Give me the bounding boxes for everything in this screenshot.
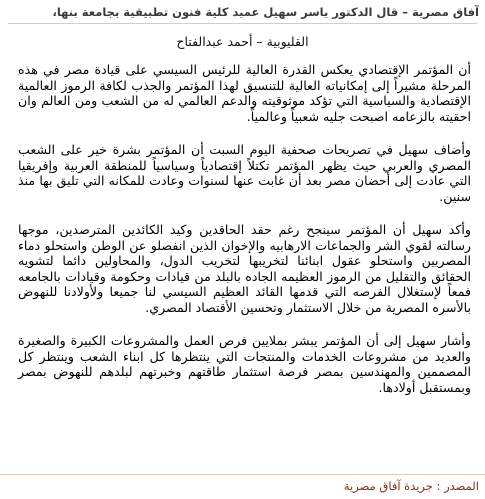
- headline-divider: [8, 23, 477, 24]
- source-link[interactable]: جريدة آفاق مصرية: [343, 479, 433, 493]
- article-headline: آفاق مصرية – قال الدكتور ياسر سهيل عميد كلية فنون تطبيقية بجامعة بنها،: [52, 5, 479, 19]
- paragraph: أن المؤتمر الإقتصادي يعكس القدرة العالية للرئيس السيسي على قيادة مصر في هذه المرحلة مشيراً إلى إمكانياته العالية للتنسيق لهذا المؤتمر والجذب لكافة الرموز العالمية الإقتصادية والسياسية التي تؤكد موثوقيته والدعم العالمي له من الشعب ومن العالم وان احقيته بالزعامه اصبحت جليه شعبياً وعالمياً.: [18, 62, 471, 124]
- source-footer: [0, 474, 485, 499]
- article-body: [18, 62, 471, 413]
- paragraph: وأضاف سهيل في تصريحات صحفية اليوم السبت أن المؤتمر بشرة خير على الشعب المصري والعربي حيث يظهر المؤتمر تكتلاً إقتصادياً وسياسياً للمنطقة العربية وإفريقيا التي عادت إلى أحضان مصر بعد أن غابت عنها لسنوات وعادت للمكانه التي تليق بها منذ سنين.: [18, 142, 471, 204]
- paragraph: وأشار سهيل إلى أن المؤتمر يبشر بملايين فرص العمل والمشروعات الكبيرة والصغيرة والعديد من مشروعات الخدمات والمنتجات التي ينتظرها كل ابناء الشعب وينتظر كل المصممين والمهندسين بمصر فرصة استثمار طاقتهم وخبرتهم لبلدهم للنهوض بمصر وبمستقبل أولادها.: [18, 333, 471, 395]
- article-byline: القليوبية – أحمد عبدالفتاح: [176, 34, 309, 49]
- paragraph: وأكد سهيل أن المؤتمر سينجح رغم حقد الحاقدين وكيد الكائدين المترصدين، موجها رسالته لقوي الشر والجماعات الارهابيه والإخوان الذين انفصلو عن الوطن واستحلو دماء المصريين واستحلو عقول ابنائنا لتخريبها لتخريب الدول، والمحاولين دائما لتشويه الحقائق والتقليل من الرموز العظيمه الجاده بالبلد من قيادات وحكومة وقيادات بالجامعه فمعاً لإستغلال الفرصه التي قدمها القائد العظيم السيسي لنا جميعا ولأولادنا للنهوض بالأسره المصرية من خلال الاستثمار وتحسين الأقتصاد المصري.: [18, 222, 471, 315]
- source-label: المصدر :: [436, 479, 479, 493]
